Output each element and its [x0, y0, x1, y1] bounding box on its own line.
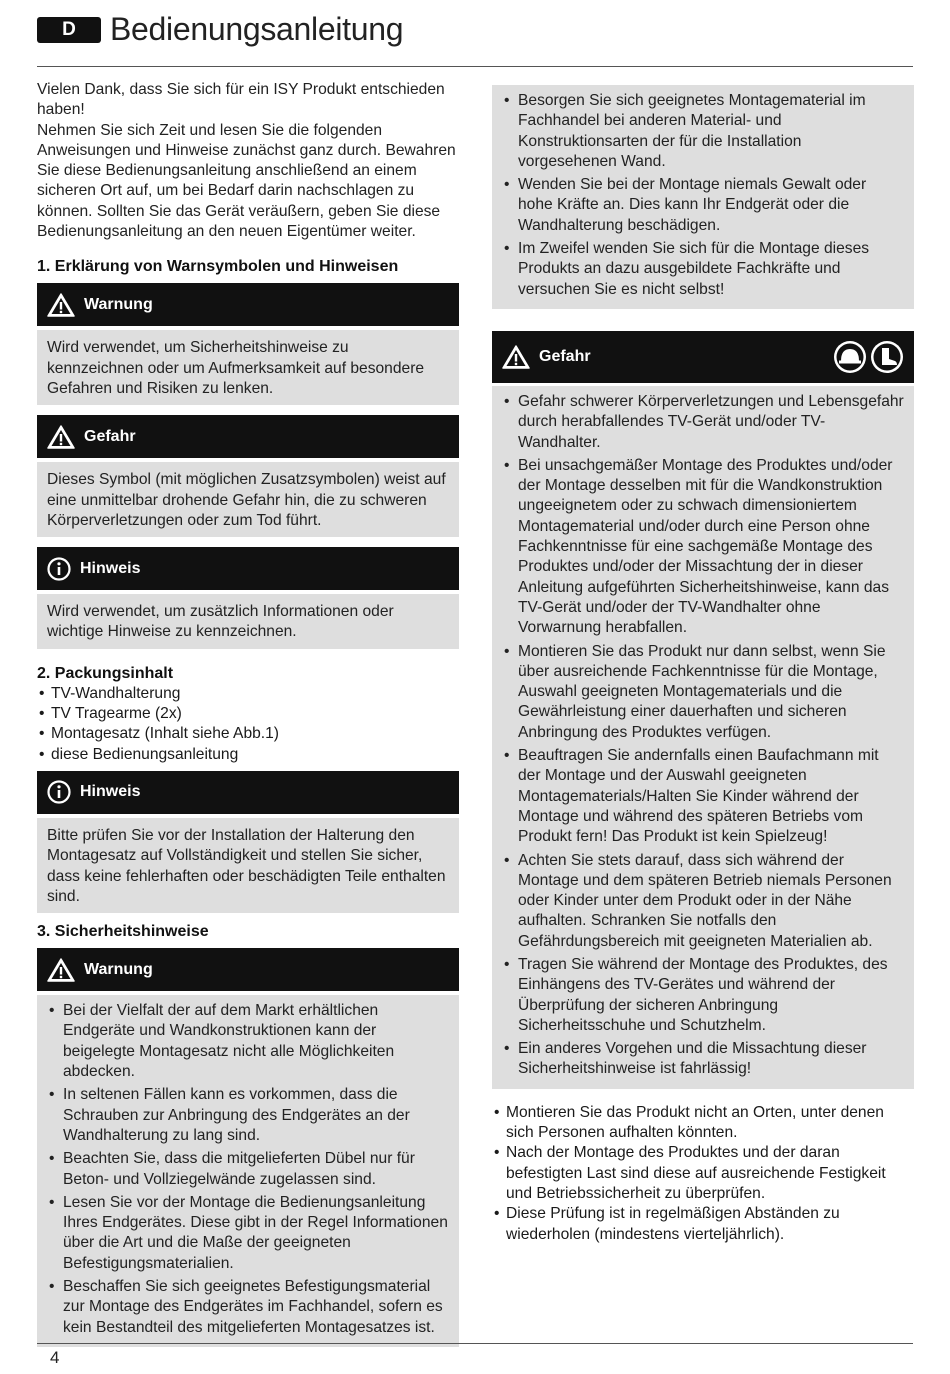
- ppe-icons: [833, 340, 904, 374]
- page-number: 4: [50, 1348, 60, 1367]
- warning-triangle-icon: [502, 344, 530, 370]
- list-item: • Achten Sie stets darauf, dass sich während der Montage und dem späteren Betrieb niemals Personen oder Kinder unter dem Produkt oder in der Nähe aufhalten. Schranken Sie notfalls den Gefährdungsbereich mit geeigneten Materialien ab.: [502, 851, 904, 952]
- list-item: • Tragen Sie während der Montage des Produktes, des Einhängens des TV-Gerätes und während der Überprüfung der sicheren Anbringung Sicherheitsschuhe und Schutzhelm.: [502, 955, 904, 1036]
- left-column: [37, 80, 459, 1347]
- safety-warnung-box: [37, 948, 459, 1347]
- intro-paragraph-1: Vielen Dank, dass Sie sich für ein ISY Produkt entschieden haben!: [37, 81, 445, 119]
- hinweis-label: Hinweis: [80, 559, 141, 577]
- language-badge: D: [37, 17, 101, 43]
- warning-triangle-icon: [47, 292, 75, 318]
- warnung-list: [47, 1001, 449, 1338]
- list-item: • TV Tragearme (2x): [37, 704, 459, 724]
- gefahr-list: [502, 392, 904, 1080]
- hinweis-text: Bitte prüfen Sie vor der Installation der Halterung den Montagesatz auf Vollständigkeit und stellen Sie sicher, dass keine fehlerhaften oder beschädigten Teile enthalten sind.: [37, 818, 459, 913]
- list-item: • In seltenen Fällen kann es vorkommen, dass die Schrauben zur Anbringung des Endgerätes an der Wandhalterung zu lang sind.: [47, 1085, 449, 1146]
- intro-paragraph-2: Nehmen Sie sich Zeit und lesen Sie die folgenden Anweisungen und Hinweise zunächst ganz durch. Bewahren Sie diese Bedienungsanleitung anschließend an einem sicheren Ort auf, um bei Bedarf darin nachschlagen zu können. Sollten Sie das Gerät veräußern, geben Sie diese Bedienungsanleitung an den neuen Eigentümer weiter.: [37, 121, 456, 241]
- section-3-title: 3. Sicherheitshinweise: [37, 923, 209, 941]
- right-column: [492, 85, 914, 1245]
- helmet-icon: [833, 340, 867, 374]
- list-item: • Diese Prüfung ist in regelmäßigen Abständen zu wiederholen (mindestens vierteljährlich).: [492, 1204, 914, 1245]
- hinweis-box: [37, 547, 459, 649]
- warning-triangle-icon: [47, 957, 75, 983]
- footer-rule: [37, 1343, 913, 1344]
- section-1-title: 1. Erklärung von Warnsymbolen und Hinweisen: [37, 258, 399, 276]
- info-icon: [47, 557, 71, 581]
- list-item: • Beauftragen Sie andernfalls einen Baufachmann mit der Montage und der Auswahl geeigneten Montagematerials/Halten Sie Kinder während der Montage und während des späteren Betriebs vom Produkt fern! Das Produkt ist kein Spielzeug!: [502, 746, 904, 847]
- hinweis-header: [37, 771, 459, 814]
- warnung-continued-list: [502, 91, 904, 300]
- list-item: • Montagesatz (Inhalt siehe Abb.1): [37, 724, 459, 744]
- warnung-label: Warnung: [84, 960, 153, 978]
- after-list: [492, 1103, 914, 1245]
- list-item: • Bei der Vielfalt der auf dem Markt erhältlichen Endgeräte und Wandkonstruktionen kann der beigelegte Montagesatz nicht alle Möglichkeiten abdecken.: [47, 1001, 449, 1082]
- section-2-title: 2. Packungsinhalt: [37, 664, 174, 682]
- hinweis-header: [37, 547, 459, 590]
- list-item: • Im Zweifel wenden Sie sich für die Montage dieses Produkts an dazu ausgebildete Fachkräfte und versuchen Sie es nicht selbst!: [502, 239, 904, 300]
- hinweis-label: Hinweis: [80, 783, 141, 801]
- list-item: • Bei unsachgemäßer Montage des Produktes und/oder der Montage desselben mit für die Wandkonstruktion ungeeignetem oder zu schwach dimensioniertem Montagematerial und/oder durch eine Person ohne Fachkenntnisse für eine sachgemäße Montage des Produktes und/oder der Missachtung der in dieser Anleitung aufgeführten Sicherheitshinweise, kann das TV-Gerät und/oder der TV-Wandhalter ohne Vorwarnung herabfallen.: [502, 456, 904, 639]
- gefahr-list-box: [492, 386, 914, 1089]
- list-item: • Beschaffen Sie sich geeignetes Befestigungsmaterial zur Montage des Endgerätes im Fachhandel, sofern es kein Bestandteil des mitgelieferten Montagesatzes ist.: [47, 1277, 449, 1338]
- gefahr-header: [37, 415, 459, 458]
- page-title: Bedienungsanleitung: [110, 11, 404, 47]
- warnung-text: Wird verwendet, um Sicherheitshinweise zu kennzeichnen oder um Aufmerksamkeit auf besondere Gefahren und Risiken zu lenken.: [37, 330, 459, 405]
- page-header: [37, 12, 913, 67]
- gefahr-header: [492, 331, 914, 383]
- warnung-header: [37, 283, 459, 326]
- list-item: • Montieren Sie das Produkt nur dann selbst, wenn Sie über ausreichende Fachkenntnisse für die Montage, Auswahl geeigneten Montagematerials und die Gewährleistung einer dauerhaften und sicheren Anbringung des Produktes verfügen.: [502, 642, 904, 743]
- list-item: • Lesen Sie vor der Montage die Bedienungsanleitung Ihres Endgerätes. Diese gibt in der Regel Informationen über die Art und die Maße der geeigneten Befestigungsmaterialien.: [47, 1193, 449, 1274]
- hinweis-text: Wird verwendet, um zusätzlich Informationen oder wichtige Hinweise zu kennzeichnen.: [37, 594, 459, 649]
- gefahr-text: Dieses Symbol (mit möglichen Zusatzsymbolen) weist auf eine unmittelbar drohende Gefahr hin, die zu schweren Körperverletzungen oder zum Tod führt.: [37, 462, 459, 537]
- warning-triangle-icon: [47, 424, 75, 450]
- list-item: • TV-Wandhalterung: [37, 684, 459, 704]
- list-item: • Besorgen Sie sich geeignetes Montagematerial im Fachhandel bei anderen Material- und Konstruktionsarten der für die Installation vorgesehenen Wand.: [502, 91, 904, 172]
- warnung-box: [37, 283, 459, 405]
- intro: [37, 80, 459, 242]
- list-item: • Nach der Montage des Produktes und der daran befestigten Last sind diese auf ausreichende Festigkeit und Betriebssicherheit zu überprüfen.: [492, 1143, 914, 1204]
- warnung-continued-box: [492, 85, 914, 309]
- gefahr-box: [37, 415, 459, 537]
- warnung-list-box: [37, 995, 459, 1347]
- list-item: • Beachten Sie, dass die mitgelieferten Dübel nur für Beton- und Vollziegelwände zugelassen sind.: [47, 1149, 449, 1190]
- hinweis-box-2: [37, 771, 459, 913]
- info-icon: [47, 780, 71, 804]
- list-item: • Wenden Sie bei der Montage niemals Gewalt oder hohe Kräfte an. Dies kann Ihr Endgerät oder die Wandhalterung beschädigen.: [502, 175, 904, 236]
- list-item: • Ein anderes Vorgehen und die Missachtung dieser Sicherheitshinweise ist fahrlässig!: [502, 1039, 904, 1080]
- warnung-header: [37, 948, 459, 991]
- warnung-label: Warnung: [84, 295, 153, 313]
- package-contents-list: [37, 684, 459, 765]
- list-item: • Gefahr schwerer Körperverletzungen und Lebensgefahr durch herabfallendes TV-Gerät und/oder TV-Wandhalter.: [502, 392, 904, 453]
- gefahr-label: Gefahr: [539, 347, 591, 365]
- safety-boot-icon: [870, 340, 904, 374]
- safety-gefahr-box: [492, 331, 914, 1089]
- list-item: • diese Bedienungsanleitung: [37, 745, 459, 765]
- list-item: • Montieren Sie das Produkt nicht an Orten, unter denen sich Personen aufhalten könnten.: [492, 1103, 914, 1144]
- gefahr-label: Gefahr: [84, 427, 136, 445]
